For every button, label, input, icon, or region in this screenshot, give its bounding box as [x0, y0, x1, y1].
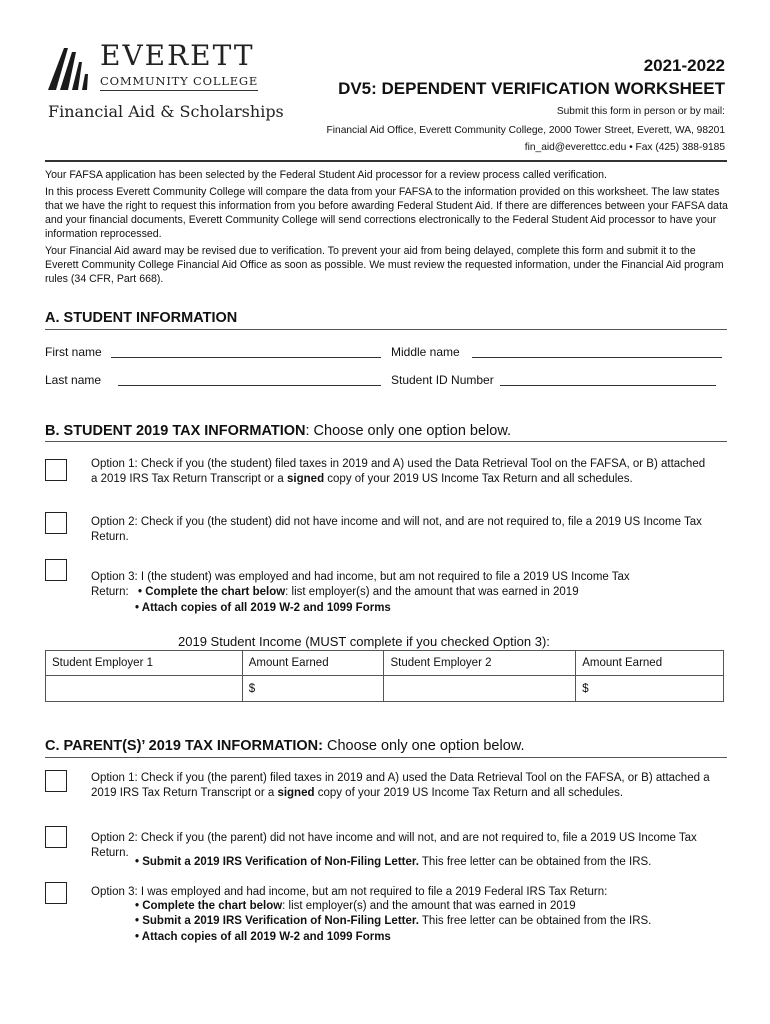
first-name-label: First name	[45, 345, 102, 359]
office-contact: fin_aid@everettcc.edu • Fax (425) 388-9185	[524, 142, 725, 153]
office-address: Financial Aid Office, Everett Community College, 2000 Tower Street, Everett, WA, 98201	[326, 125, 725, 136]
student-option-2-text: Option 2: Check if you (the student) did not have income and will not, and are not required to, file a 2019 US Income Tax Return.	[91, 516, 702, 543]
logo-college-subtitle: COMMUNITY COLLEGE	[100, 74, 259, 88]
last-name-label: Last name	[45, 373, 102, 387]
student-option-3-checkbox[interactable]	[45, 559, 67, 581]
parent-option-3-bullet-2: • Submit a 2019 IRS Verification of Non-Filing Letter. This free letter can be obtained from the IRS.	[135, 915, 652, 927]
intro-paragraph-3: Your Financial Aid award may be revised due to verification. To prevent your aid from being delayed, complete this form and submit it to the Everett Community College Financial Aid Office as soon as possible. We must review the requested information, under the Financial Aid program rules (34 CFR, Part 668).	[45, 245, 724, 285]
student-option-1-text: Option 1: Check if you (the student) filed taxes in 2019 and A) used the Data Retrieval Tool on the FAFSA, or B) attached a 2019 IRS Tax Return Transcript or a signed copy of your 2019 US Income Tax Return and all schedules.	[91, 458, 706, 485]
amount-2-cell[interactable]: $	[576, 676, 724, 702]
section-c-divider	[45, 757, 727, 758]
table-header-amount-1: Amount Earned	[242, 651, 384, 676]
income-table-caption: 2019 Student Income (MUST complete if you checked Option 3):	[178, 634, 550, 649]
parent-option-1-checkbox[interactable]	[45, 770, 67, 792]
parent-option-3-bullet-3: • Attach copies of all 2019 W-2 and 1099 Forms	[135, 931, 391, 943]
parent-option-2-checkbox[interactable]	[45, 826, 67, 848]
parent-option-3-bullet-1: • Complete the chart below: list employer(s) and the amount that was earned in 2019	[135, 900, 576, 912]
parent-option-2-bullet: • Submit a 2019 IRS Verification of Non-Filing Letter. This free letter can be obtained from the IRS.	[135, 856, 652, 868]
ecc-logo-icon	[46, 44, 94, 92]
parent-option-3-text: Option 3: I was employed and had income, but am not required to file a 2019 Federal IRS Tax Return:	[91, 886, 608, 898]
intro-paragraph-1: Your FAFSA application has been selected by the Federal Student Aid processor for a review process called verification.	[45, 169, 607, 181]
parent-option-1-text: Option 1: Check if you (the parent) filed taxes in 2019 and A) used the Data Retrieval Tool on the FAFSA, or B) attached a 2019 IRS Tax Return Transcript or a signed copy of your 2019 US Income Tax Return and all schedules.	[91, 772, 710, 799]
intro-paragraph-2: In this process Everett Community College will compare the data from your FAFSA to the information provided on this worksheet. The law states that we have the right to request this information from you before awarding Federal Student Aid. If there are differences between your FAFSA data and your financial documents, Everett Community College will send corrections electronically to the Federal Student Aid processor to have your information reprocessed.	[45, 186, 728, 240]
logo-college-name: EVERETT	[100, 39, 255, 72]
section-b-title: B. STUDENT 2019 TAX INFORMATION: Choose only one option below.	[45, 423, 512, 439]
table-header-employer-1: Student Employer 1	[46, 651, 243, 676]
last-name-field[interactable]	[118, 385, 381, 386]
employer-2-cell[interactable]	[384, 676, 576, 702]
student-option-3-bullet-2: • Attach copies of all 2019 W-2 and 1099 Forms	[135, 602, 391, 614]
form-year: 2021-2022	[643, 56, 725, 75]
form-title: DV5: DEPENDENT VERIFICATION WORKSHEET	[338, 79, 725, 98]
section-a-title: A. STUDENT INFORMATION	[45, 310, 238, 326]
student-id-label: Student ID Number	[391, 373, 494, 387]
middle-name-field[interactable]	[472, 357, 722, 358]
table-header-employer-2: Student Employer 2	[384, 651, 576, 676]
student-income-table	[45, 650, 724, 702]
student-option-3-bullet-1: • Complete the chart below: list employer(s) and the amount that was earned in 2019	[138, 586, 579, 598]
table-row	[46, 676, 724, 702]
logo-divider	[100, 90, 258, 91]
first-name-field[interactable]	[111, 357, 381, 358]
college-logo	[46, 39, 284, 125]
section-b-divider	[45, 441, 727, 442]
student-id-field[interactable]	[500, 385, 716, 386]
parent-option-3-checkbox[interactable]	[45, 882, 67, 904]
student-option-2-checkbox[interactable]	[45, 512, 67, 534]
middle-name-label: Middle name	[391, 345, 460, 359]
section-c-title: C. PARENT(S)’ 2019 TAX INFORMATION: Choose only one option below.	[45, 738, 525, 754]
submit-note: Submit this form in person or by mail:	[556, 106, 725, 117]
logo-department: Financial Aid & Scholarships	[48, 102, 284, 121]
employer-1-cell[interactable]	[46, 676, 243, 702]
amount-1-cell[interactable]: $	[242, 676, 384, 702]
table-header-amount-2: Amount Earned	[576, 651, 724, 676]
student-option-3-text: Option 3: I (the student) was employed and had income, but am not required to file a 2019 US Income Tax	[91, 571, 630, 583]
section-a-divider	[45, 329, 727, 330]
student-option-1-checkbox[interactable]	[45, 459, 67, 481]
header-divider	[45, 160, 727, 162]
parent-option-2-text: Option 2: Check if you (the parent) did not have income and will not, and are not required to, file a 2019 US Income Tax Return.	[91, 832, 697, 859]
table-header-row	[46, 651, 724, 676]
student-option-3-return-label: Return:	[91, 586, 129, 598]
